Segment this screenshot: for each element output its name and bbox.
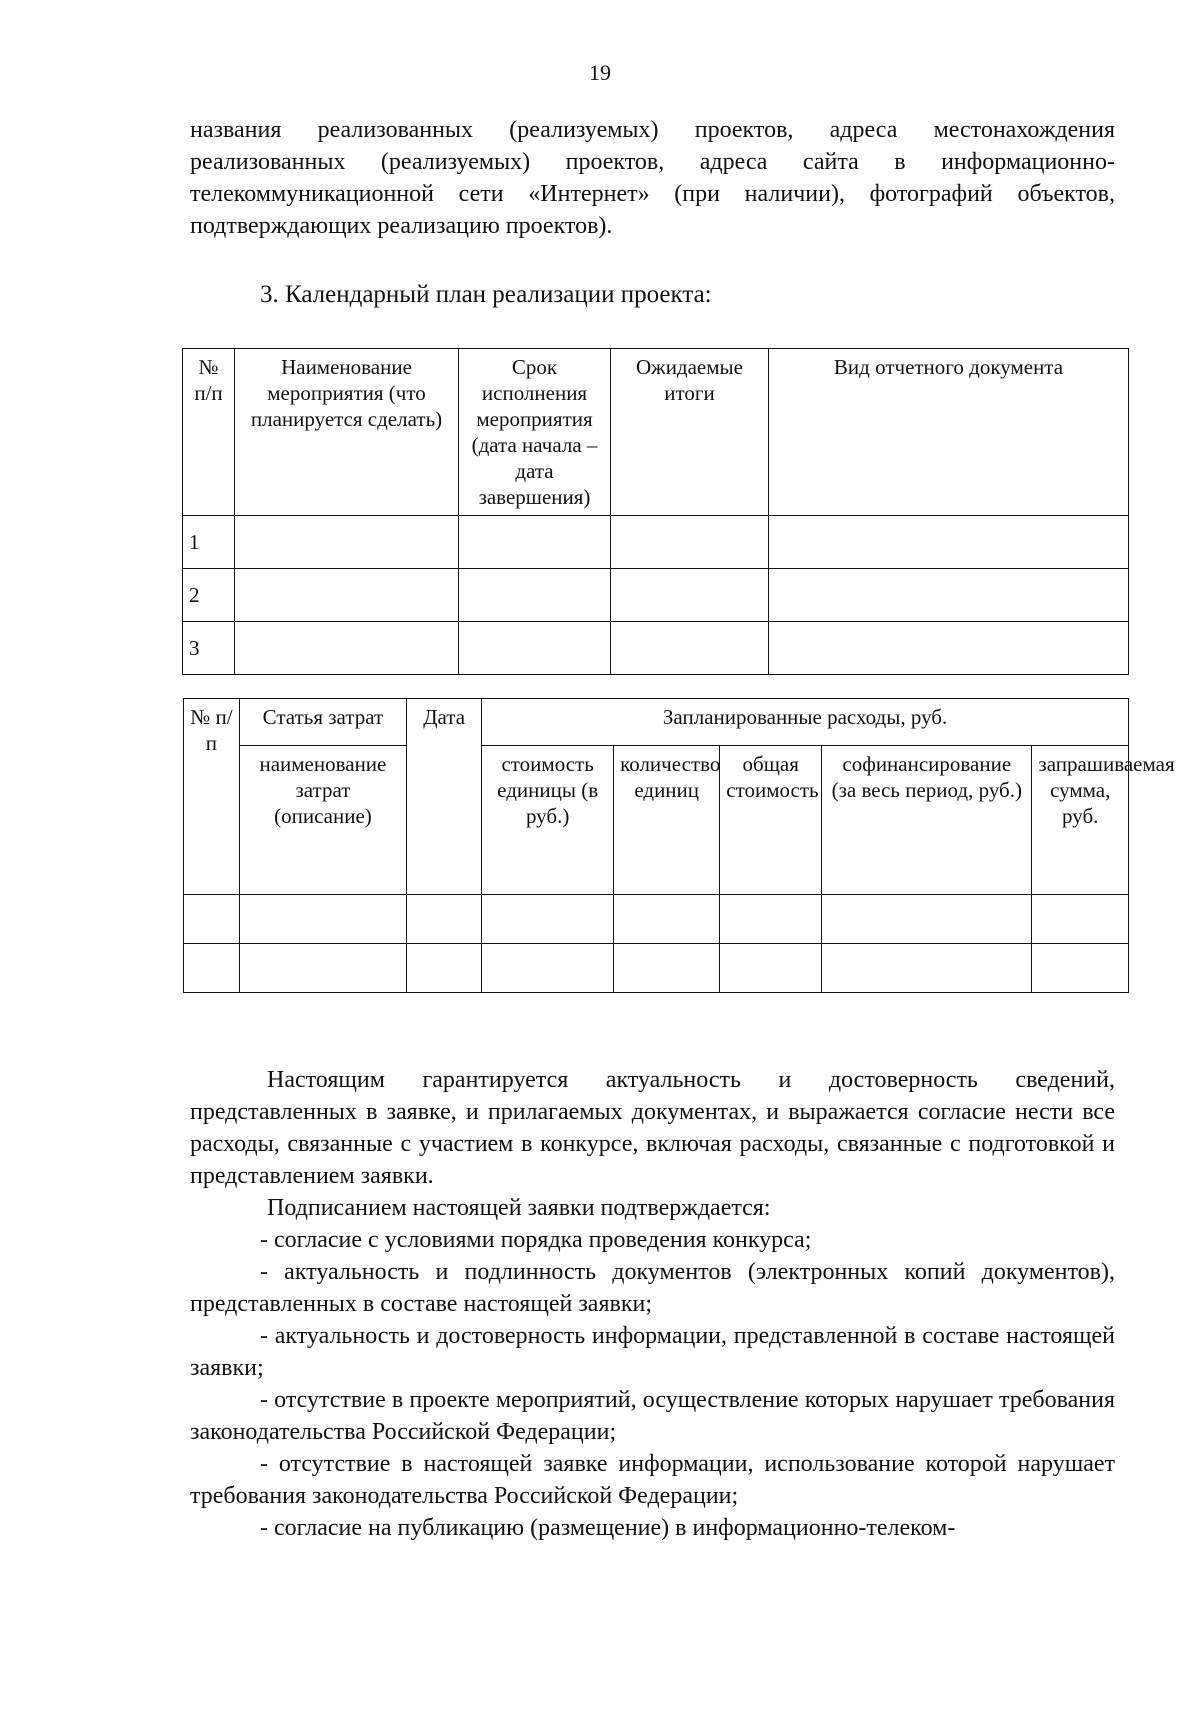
header-cell-report: Вид отчетного документа	[769, 349, 1129, 516]
table-subheader-row	[184, 746, 1129, 895]
closing-text	[190, 1064, 1115, 1544]
list-item: - согласие с условиями порядка проведения конкурса;	[260, 1227, 812, 1253]
budget-table	[183, 698, 1175, 993]
table-cell	[614, 895, 720, 944]
header-cell-results: Ожидаемые итоги	[611, 349, 769, 516]
table-cell	[822, 944, 1032, 993]
table-cell	[235, 569, 459, 622]
table-cell	[184, 895, 240, 944]
table-row	[183, 622, 1129, 675]
table-cell	[611, 516, 769, 569]
table-cell	[769, 516, 1129, 569]
header-cell-number: № п/п	[183, 349, 235, 516]
table-cell	[459, 622, 611, 675]
table-header-row	[183, 349, 1129, 516]
table-header-row	[184, 699, 1129, 746]
table-cell	[1032, 944, 1129, 993]
table-cell	[720, 895, 822, 944]
table-cell	[235, 622, 459, 675]
header-cell-total: общая стоимость	[720, 746, 822, 895]
table-row	[184, 895, 1129, 944]
row-number: 2	[183, 569, 235, 622]
header-cell-item-description: наименование затрат (описание)	[239, 746, 406, 895]
section-heading: 3. Календарный план реализации проекта:	[260, 281, 712, 308]
header-cell-planned: Запланированные расходы, руб.	[482, 699, 1129, 746]
list-item: - отсутствие в проекте мероприятий, осуществление которых нарушает требования законодательства Российской Федерации;	[190, 1387, 1115, 1445]
list-item: - отсутствие в настоящей заявке информации, использование которой нарушает требования законодательства Российской Федерации;	[190, 1451, 1115, 1509]
header-cell-deadline: Срок исполнения мероприятия (дата начала – дата завершения)	[459, 349, 611, 516]
table-cell	[611, 622, 769, 675]
header-cell-unit-cost: стоимость единицы (в руб.)	[482, 746, 614, 895]
table-cell	[720, 944, 822, 993]
confirm-intro: Подписанием настоящей заявки подтверждается:	[267, 1195, 771, 1221]
table-row	[183, 569, 1129, 622]
table-cell	[769, 569, 1129, 622]
table-cell	[614, 944, 720, 993]
table-cell	[235, 516, 459, 569]
header-cell-event: Наименование мероприятия (что планируется сделать)	[235, 349, 459, 516]
guarantee-paragraph: Настоящим гарантируется актуальность и достоверность сведений, представленных в заявке, и прилагаемых документах, и выражается согласие нести все расходы, связанные с участием в конкурсе, включая расходы, связанные с подготовкой и представлением заявки.	[190, 1067, 1115, 1189]
list-item: - актуальность и достоверность информации, представленной в составе настоящей заявки;	[190, 1323, 1115, 1381]
intro-paragraph: названия реализованных (реализуемых) проектов, адреса местонахождения реализованных (реализуемых) проектов, адреса сайта в информационно-телекоммуникационной сети «Интернет» (при наличии), фотографий объектов, подтверждающих реализацию проектов).	[190, 117, 1115, 239]
table-cell	[482, 944, 614, 993]
calendar-plan-table	[182, 348, 1129, 675]
table-row	[184, 944, 1129, 993]
header-cell-item: Статья затрат	[239, 699, 406, 746]
list-item: - согласие на публикацию (размещение) в информационно-телеком-	[260, 1515, 956, 1541]
table-cell	[822, 895, 1032, 944]
table-cell	[184, 944, 240, 993]
row-number: 3	[183, 622, 235, 675]
header-cell-cofinancing: софинансирование (за весь период, руб.)	[822, 746, 1032, 895]
page-number: 19	[589, 60, 611, 85]
header-cell-requested: запрашиваемая сумма, руб.	[1032, 746, 1129, 895]
table-cell	[459, 516, 611, 569]
table-cell	[1032, 895, 1129, 944]
table-cell	[482, 895, 614, 944]
header-cell-number: № п/п	[184, 699, 240, 895]
row-number: 1	[183, 516, 235, 569]
header-cell-quantity: количество единиц	[614, 746, 720, 895]
table-cell	[769, 622, 1129, 675]
table-cell	[239, 944, 406, 993]
list-item: - актуальность и подлинность документов (электронных копий документов), представленных в составе настоящей заявки;	[190, 1259, 1115, 1317]
table-cell	[459, 569, 611, 622]
table-cell	[407, 944, 482, 993]
table-cell	[611, 569, 769, 622]
header-cell-date: Дата	[407, 699, 482, 895]
table-row	[183, 516, 1129, 569]
table-cell	[239, 895, 406, 944]
table-cell	[407, 895, 482, 944]
